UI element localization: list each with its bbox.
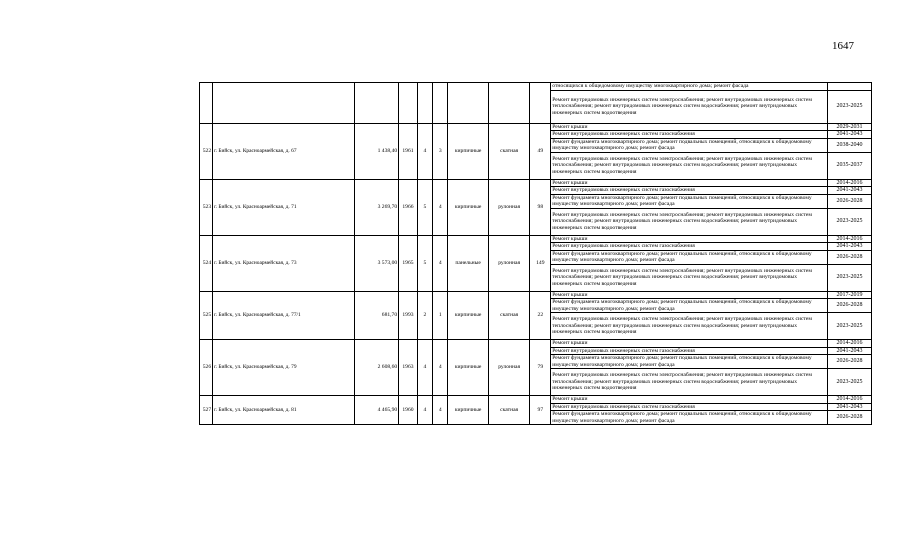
cell-roof-type: скатная (488, 123, 530, 179)
work-roof: Ремонт крыши (551, 235, 828, 243)
period-gas: 2041-2043 (828, 347, 872, 355)
work-roof: Ремонт крыши (551, 396, 828, 404)
period-roof: 2014-2016 (828, 396, 872, 404)
work-foundation: Ремонт фундамента многоквартирного дома; ремонт подвальных помещений, относящихся к общедомовому имуществу многоквартирного дома; ремонт фасада (551, 355, 828, 369)
cell-address: г. Бийск, ул. Красноармейская, д. 81 (213, 396, 355, 425)
cell-address: г. Бийск, ул. Красноармейская, д. 77/1 (213, 291, 355, 340)
cell-entrances: 4 (433, 179, 448, 235)
cell-area (355, 83, 399, 124)
period-gas: 2041-2043 (828, 131, 872, 139)
table-row (200, 83, 872, 91)
cell-apartments: 98 (530, 179, 551, 235)
cell-roof-type: рулонная (488, 179, 530, 235)
work-foundation: Ремонт фундамента многоквартирного дома; ремонт подвальных помещений, относящихся к общедомовому имуществу многоквартирного дома; ремонт фасада (551, 250, 828, 264)
cell-walls: кирпичные (448, 340, 488, 396)
period-foundation: 2026-2028 (828, 299, 872, 313)
work-systems: Ремонт внутридомовых инженерных систем электроснабжения; ремонт внутридомовых инженерных систем теплоснабжения; ремонт внутридомовых инженерных систем водоснабжения; ремонт внутридомовых инженерных систем водоотведения (551, 264, 828, 291)
cell-address (213, 83, 355, 124)
cell-walls: кирпичные (448, 291, 488, 340)
work-roof: Ремонт крыши (551, 123, 828, 131)
cell-address: г. Бийск, ул. Красноармейская, д. 67 (213, 123, 355, 179)
period-roof: 2014-2016 (828, 179, 872, 187)
cell-floors: 4 (417, 123, 432, 179)
period-roof: 2014-2016 (828, 340, 872, 348)
cell-area: 2 608,60 (355, 340, 399, 396)
cell-year: 1963 (399, 340, 418, 396)
page-number: 1647 (832, 40, 854, 52)
cell-year: 1966 (399, 179, 418, 235)
cell-entrances: 4 (433, 340, 448, 396)
cell-address: г. Бийск, ул. Красноармейская, д. 71 (213, 179, 355, 235)
period-roof: 2029-2031 (828, 123, 872, 131)
cell-year: 1965 (399, 235, 418, 291)
cell-area: 3 269,70 (355, 179, 399, 235)
work-roof: Ремонт крыши (551, 179, 828, 187)
work-systems: Ремонт внутридомовых инженерных систем электроснабжения; ремонт внутридомовых инженерных систем теплоснабжения; ремонт внутридомовых инженерных систем водоснабжения; ремонт внутридомовых инженерных систем водоотведения (551, 313, 828, 340)
period-foundation: 2026-2028 (828, 355, 872, 369)
cell-roof-type (488, 83, 530, 124)
cell-roof-type: рулонная (488, 235, 530, 291)
period-roof: 2017-2019 (828, 291, 872, 299)
cell-walls: кирпичные (448, 123, 488, 179)
capital-repair-table (199, 82, 872, 425)
work-systems: Ремонт внутридомовых инженерных систем электроснабжения; ремонт внутридомовых инженерных систем теплоснабжения; ремонт внутридомовых инженерных систем водоснабжения; ремонт внутридомовых инженерных систем водоотведения (551, 369, 828, 396)
cell-walls: кирпичные (448, 179, 488, 235)
work-foundation: Ремонт фундамента многоквартирного дома; ремонт подвальных помещений, относящихся к общедомовому имуществу многоквартирного дома; ремонт фасада (551, 299, 828, 313)
cell-floors: 4 (417, 340, 432, 396)
cell-no (200, 83, 213, 124)
cell-year (399, 83, 418, 124)
cell-entrances (433, 83, 448, 124)
period-foundation: 2026-2028 (828, 194, 872, 208)
table-row (200, 235, 872, 243)
table-row (200, 291, 872, 299)
work-gas: Ремонт внутридомовых инженерных систем газоснабжения (551, 347, 828, 355)
work-systems: Ремонт внутридомовых инженерных систем электроснабжения; ремонт внутридомовых инженерных систем теплоснабжения; ремонт внутридомовых инженерных систем водоснабжения; ремонт внутридомовых инженерных систем водоотведения (551, 90, 828, 123)
cell-floors (417, 83, 432, 124)
cell-apartments: 97 (530, 396, 551, 425)
period-systems: 2023-2025 (828, 208, 872, 235)
period-foundation: 2038-2040 (828, 138, 872, 152)
work-foundation-tail: относящихся к общедомовому имуществу многоквартирного дома; ремонт фасада (551, 83, 828, 91)
cell-no: 526 (200, 340, 213, 396)
cell-floors: 4 (417, 396, 432, 425)
cell-floors: 5 (417, 179, 432, 235)
cell-area: 4 465,90 (355, 396, 399, 425)
cell-apartments: 79 (530, 340, 551, 396)
cell-no: 522 (200, 123, 213, 179)
cell-entrances: 4 (433, 396, 448, 425)
work-foundation: Ремонт фундамента многоквартирного дома; ремонт подвальных помещений, относящихся к общедомовому имуществу многоквартирного дома; ремонт фасада (551, 138, 828, 152)
cell-roof-type: рулонная (488, 340, 530, 396)
cell-apartments (530, 83, 551, 124)
table-row (200, 179, 872, 187)
work-gas: Ремонт внутридомовых инженерных систем газоснабжения (551, 187, 828, 195)
period-gas: 2041-2043 (828, 187, 872, 195)
cell-year: 1960 (399, 396, 418, 425)
period-roof: 2014-2016 (828, 235, 872, 243)
cell-year: 1993 (399, 291, 418, 340)
table-row (200, 123, 872, 131)
period-systems: 2023-2025 (828, 313, 872, 340)
cell-no: 523 (200, 179, 213, 235)
cell-address: г. Бийск, ул. Красноармейская, д. 73 (213, 235, 355, 291)
period-systems: 2023-2025 (828, 90, 872, 123)
cell-area: 1 438,40 (355, 123, 399, 179)
cell-year: 1961 (399, 123, 418, 179)
cell-floors: 2 (417, 291, 432, 340)
period-systems: 2023-2025 (828, 264, 872, 291)
period-foundation: 2026-2028 (828, 250, 872, 264)
cell-entrances: 4 (433, 235, 448, 291)
period-gas: 2041-2043 (828, 403, 872, 411)
table-body (200, 83, 872, 425)
work-roof: Ремонт крыши (551, 340, 828, 348)
work-foundation: Ремонт фундамента многоквартирного дома; ремонт подвальных помещений, относящихся к общедомовому имуществу многоквартирного дома; ремонт фасада (551, 411, 828, 425)
cell-no: 525 (200, 291, 213, 340)
cell-roof-type: скатная (488, 396, 530, 425)
work-roof: Ремонт крыши (551, 291, 828, 299)
work-systems: Ремонт внутридомовых инженерных систем электроснабжения; ремонт внутридомовых инженерных систем теплоснабжения; ремонт внутридомовых инженерных систем водоснабжения; ремонт внутридомовых инженерных систем водоотведения (551, 152, 828, 179)
cell-entrances: 1 (433, 291, 448, 340)
cell-no: 527 (200, 396, 213, 425)
period-foundation: 2026-2028 (828, 411, 872, 425)
cell-walls (448, 83, 488, 124)
cell-apartments: 49 (530, 123, 551, 179)
table-row (200, 396, 872, 404)
period-systems: 2023-2025 (828, 369, 872, 396)
work-gas: Ремонт внутридомовых инженерных систем газоснабжения (551, 403, 828, 411)
cell-no: 524 (200, 235, 213, 291)
work-foundation: Ремонт фундамента многоквартирного дома; ремонт подвальных помещений, относящихся к общедомовому имуществу многоквартирного дома; ремонт фасада (551, 194, 828, 208)
period-empty (828, 83, 872, 91)
cell-roof-type: скатная (488, 291, 530, 340)
cell-entrances: 3 (433, 123, 448, 179)
period-gas: 2041-2043 (828, 243, 872, 251)
cell-address: г. Бийск, ул. Красноармейская, д. 79 (213, 340, 355, 396)
work-gas: Ремонт внутридомовых инженерных систем газоснабжения (551, 243, 828, 251)
cell-floors: 5 (417, 235, 432, 291)
cell-walls: кирпичные (448, 396, 488, 425)
cell-apartments: 22 (530, 291, 551, 340)
work-gas: Ремонт внутридомовых инженерных систем газоснабжения (551, 131, 828, 139)
cell-apartments: 149 (530, 235, 551, 291)
cell-area: 681,70 (355, 291, 399, 340)
cell-area: 3 573,00 (355, 235, 399, 291)
period-systems: 2035-2037 (828, 152, 872, 179)
table-row (200, 340, 872, 348)
cell-walls: панельные (448, 235, 488, 291)
work-systems: Ремонт внутридомовых инженерных систем электроснабжения; ремонт внутридомовых инженерных систем теплоснабжения; ремонт внутридомовых инженерных систем водоснабжения; ремонт внутридомовых инженерных систем водоотведения (551, 208, 828, 235)
